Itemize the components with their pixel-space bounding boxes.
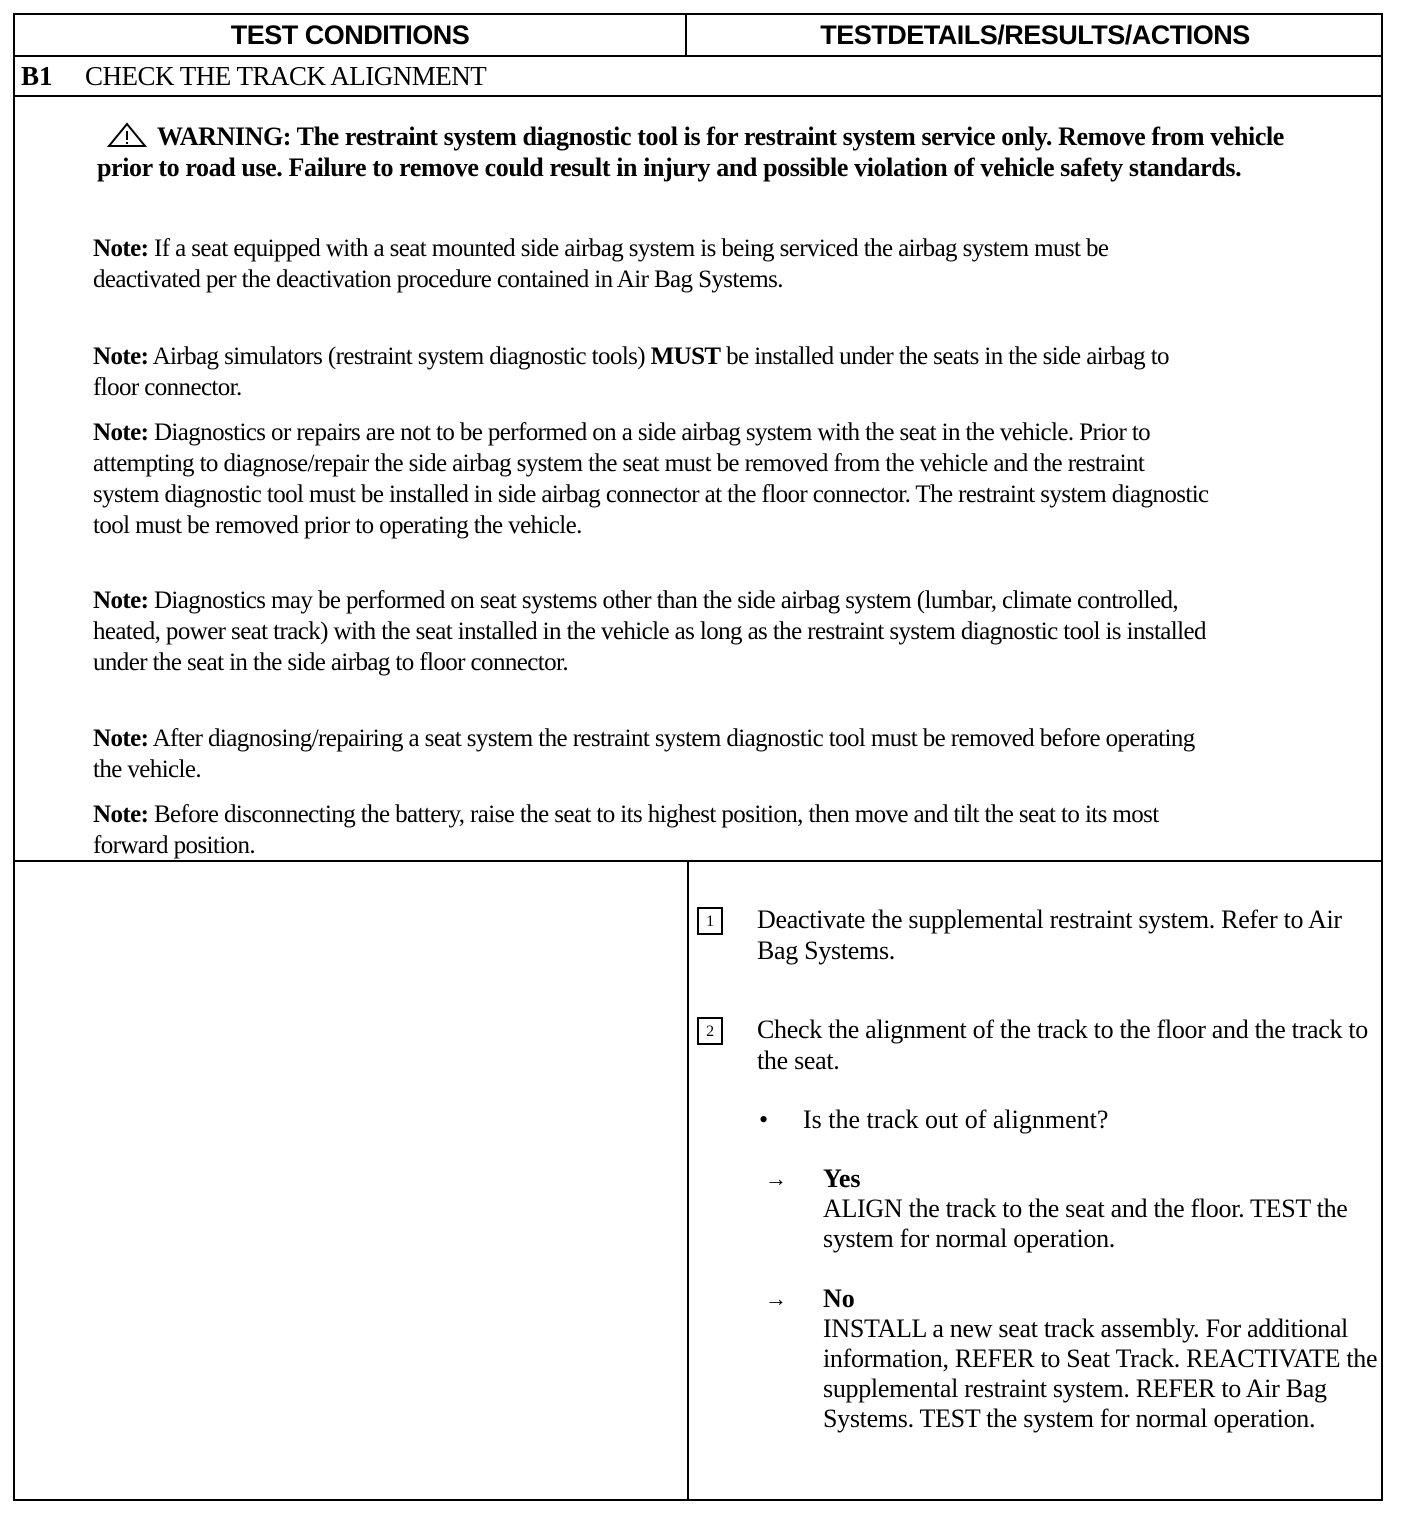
- note-text: After diagnosing/repairing a seat system the restraint system diagnostic tool must be removed before operating the vehicle.: [93, 725, 1195, 783]
- arrow-right-icon: →: [765, 1286, 787, 1311]
- step-text: Check the alignment of the track to the floor and the track to the seat.: [757, 1015, 1368, 1075]
- note-6: [93, 799, 1213, 861]
- arrow-right-icon: →: [765, 1166, 787, 1191]
- question-text: Is the track out of alignment?: [803, 1105, 1109, 1134]
- step-number-box: 2: [697, 1017, 723, 1045]
- note-label: Note:: [93, 587, 149, 614]
- step-number-box: 1: [697, 907, 723, 935]
- column-header-test-conditions: TEST CONDITIONS: [15, 15, 687, 55]
- warnings-notes-block: [15, 97, 1381, 862]
- answer-label: Yes: [823, 1164, 861, 1193]
- note-text: If a seat equipped with a seat mounted side airbag system is being serviced the airbag system must be deactivated per the deactivation procedure contained in Air Bag Systems.: [93, 235, 1109, 293]
- warning-text: WARNING: The restraint system diagnostic tool is for restraint system service only. Remove from vehicle prior to road use. Failure to remove could result in injury and possible violation of vehicle safety standards.: [97, 122, 1284, 182]
- section-title-row: [15, 57, 1381, 97]
- question: [749, 1104, 1108, 1135]
- warning-text-block: [97, 121, 1297, 183]
- note-text: Airbag simulators (restraint system diagnostic tools): [152, 343, 646, 370]
- answer-label: No: [823, 1284, 855, 1313]
- note-emphasis: MUST: [650, 343, 721, 370]
- answer-text: ALIGN the track to the seat and the floor. TEST the system for normal operation.: [823, 1194, 1348, 1253]
- note-label: Note:: [93, 235, 149, 262]
- step-text: Deactivate the supplemental restraint system. Refer to Air Bag Systems.: [757, 905, 1342, 965]
- column-header-test-details: TESTDETAILS/RESULTS/ACTIONS: [820, 19, 1250, 50]
- note-text: Diagnostics may be performed on seat systems other than the side airbag system (lumbar, climate controlled, heated, power seat track) with the seat installed in the vehicle as long as the restraint system diagnostic tool is installed under the seat in the side airbag to floor connector.: [93, 587, 1206, 676]
- table-header-row: [15, 15, 1381, 57]
- note-3: [93, 417, 1213, 541]
- note-1: [93, 233, 1213, 295]
- note-label: Note:: [93, 343, 149, 370]
- note-text: be installed under the seats in the side airbag to floor connector.: [93, 343, 1169, 401]
- note-label: Note:: [93, 725, 149, 752]
- test-conditions-cell: [15, 862, 689, 1499]
- section-title: CHECK THE TRACK ALIGNMENT: [85, 60, 487, 91]
- answer-text: INSTALL a new seat track assembly. For additional information, REFER to Seat Track. REACTIVATE the supplemental restraint system. REFER to Air Bag Systems. TEST the system for normal operation.: [823, 1314, 1378, 1433]
- note-text: Before disconnecting the battery, raise the seat to its highest position, then move and tilt the seat to its most forward position.: [93, 801, 1159, 859]
- note-text: Diagnostics or repairs are not to be performed on a side airbag system with the seat in the vehicle. Prior to attempting to diagnose/repair the side airbag system the seat must be removed from the vehicle and the restraint system diagnostic tool must be installed in side airbag connector at the floor connector. The restraint system diagnostic tool must be removed prior to operating the vehicle.: [93, 419, 1209, 539]
- note-label: Note:: [93, 419, 149, 446]
- note-2: [93, 341, 1213, 403]
- note-label: Note:: [93, 801, 149, 828]
- test-steps-row: [15, 862, 1381, 1499]
- warning-triangle-icon: [107, 122, 147, 148]
- test-details-cell: [689, 862, 1383, 1499]
- section-id: B1: [21, 60, 53, 91]
- note-4: [93, 585, 1213, 678]
- bullet-icon: •: [759, 1105, 769, 1134]
- note-5: [93, 723, 1213, 785]
- diagnostic-table: [13, 13, 1383, 1501]
